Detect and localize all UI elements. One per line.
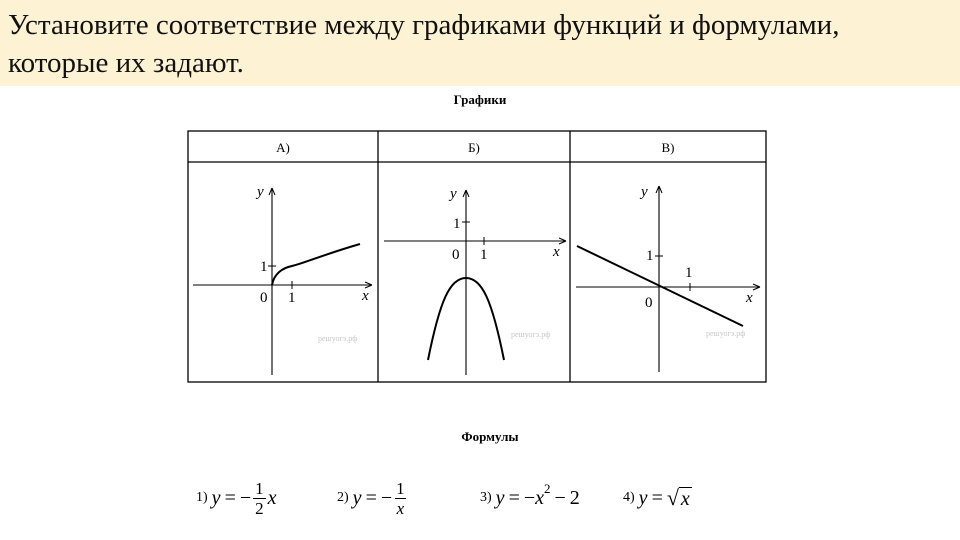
graph-b-origin-label: 0	[452, 247, 460, 263]
task-line-2: которые их задают.	[8, 47, 244, 79]
graph-c	[576, 184, 760, 372]
task-line-1: Установите соответствие между графиками функций и формулами,	[8, 9, 840, 41]
graph-c-watermark: решуогэ.рф	[706, 329, 746, 338]
formula-2-sign: −	[380, 486, 393, 509]
graph-b	[384, 186, 566, 375]
graph-b-watermark: решуогэ.рф	[511, 330, 551, 339]
graph-a-y-unit-label: 1	[260, 259, 268, 275]
sqrt-icon: √	[666, 485, 679, 510]
formula-3-variable: x	[535, 486, 545, 509]
formula-2	[337, 470, 409, 526]
formula-2-number: 2)	[337, 490, 349, 505]
formula-4-radicand: x	[680, 488, 690, 510]
formula-1-denominator: 2	[255, 498, 264, 518]
formula-4-number: 4)	[623, 490, 635, 505]
graph-c-origin-label: 0	[645, 295, 653, 311]
graph-a-y-label: y	[257, 184, 264, 200]
graph-a-x-unit-label: 1	[288, 290, 296, 306]
formula-1-number: 1)	[196, 490, 208, 505]
formula-3-lhs: y	[495, 486, 505, 509]
formula-2-fraction	[394, 479, 407, 518]
graph-a-x-label: x	[362, 288, 369, 304]
formula-3-sign: −	[523, 486, 536, 509]
graph-c-x-label: x	[746, 290, 753, 306]
formula-4-sqrt	[667, 485, 692, 511]
formula-1-variable: x	[267, 486, 277, 509]
formula-4-equals: =	[651, 486, 663, 509]
column-label-a: А)	[276, 140, 290, 155]
graph-a	[193, 184, 372, 375]
formula-3	[480, 470, 580, 526]
formula-1-lhs: y	[211, 486, 221, 509]
formula-2-lhs: y	[352, 486, 362, 509]
formula-1-numerator: 1	[255, 478, 264, 498]
formula-1-sign: −	[239, 486, 252, 509]
formula-3-minus: −	[554, 486, 566, 509]
formula-1-equals: =	[224, 486, 236, 509]
formula-4	[623, 470, 692, 526]
graph-a-watermark: решуогэ.рф	[318, 334, 358, 343]
formula-2-numerator: 1	[396, 478, 405, 498]
formulas-title: Формулы	[461, 429, 519, 444]
formula-2-denominator: x	[396, 498, 405, 518]
formula-1	[196, 470, 277, 526]
graphs-title: Графики	[453, 92, 507, 107]
graph-c-x-unit-label: 1	[685, 265, 693, 281]
formula-3-number: 3)	[480, 490, 492, 505]
formula-4-lhs: y	[638, 486, 648, 509]
graph-c-y-unit-label: 1	[646, 248, 654, 264]
formula-3-equals: =	[508, 486, 520, 509]
formula-3-constant: 2	[569, 486, 580, 509]
graph-a-curve	[272, 244, 360, 285]
formula-2-equals: =	[365, 486, 377, 509]
graph-c-line	[577, 246, 743, 326]
graph-c-y-label: y	[641, 184, 648, 200]
formula-3-exponent: 2	[544, 481, 551, 496]
graph-b-y-unit-label: 1	[453, 216, 461, 232]
graph-b-y-label: y	[450, 186, 457, 202]
formula-1-fraction	[253, 479, 266, 518]
table-border	[188, 131, 766, 382]
graph-b-x-unit-label: 1	[480, 247, 488, 263]
column-label-c: В)	[661, 140, 675, 155]
column-label-b: Б)	[468, 140, 480, 155]
graph-b-x-label: x	[553, 244, 560, 260]
graph-a-origin-label: 0	[260, 290, 268, 306]
